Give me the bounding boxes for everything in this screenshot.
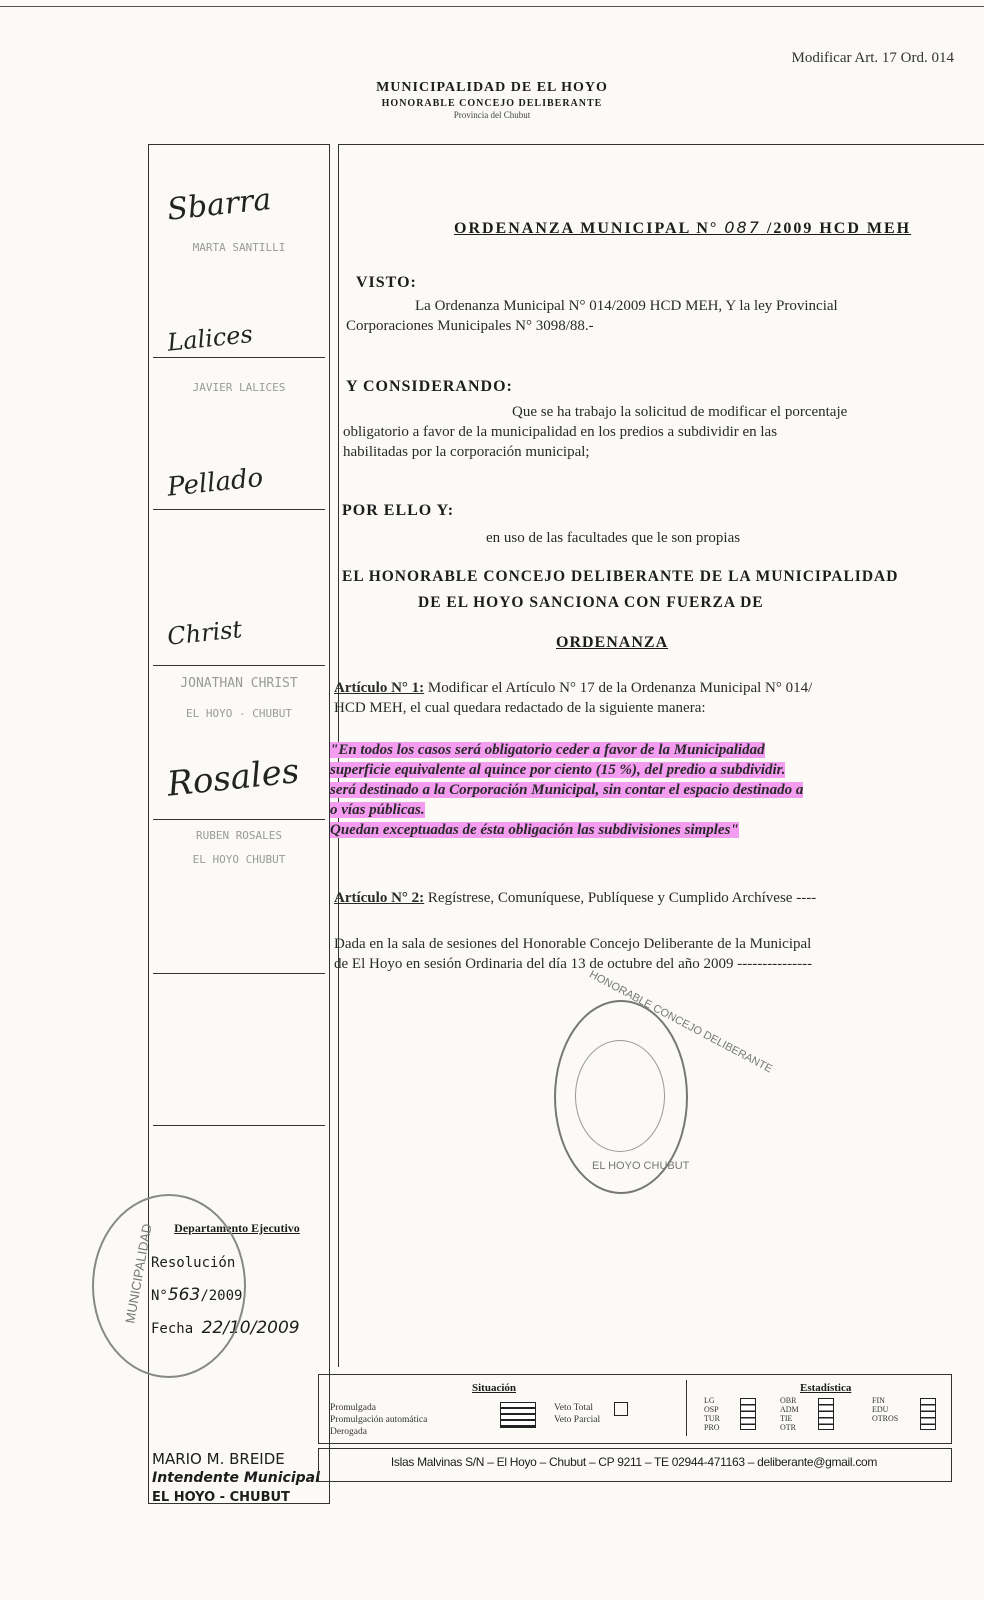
resolution-number: 563 xyxy=(167,1285,201,1305)
ordinance-number: 087 xyxy=(724,218,761,237)
veto-items xyxy=(554,1402,600,1426)
estadistica-stack-2 xyxy=(818,1398,834,1430)
signature-6-place: EL HOYO CHUBUT xyxy=(192,853,286,866)
quote-line-4: o vías públicas. xyxy=(330,802,425,818)
municipality-stamp: MUNICIPALIDAD xyxy=(92,1194,246,1378)
article-2-label: Artículo N° 2: xyxy=(334,890,425,906)
article-2-text: Regístrese, Comuníquese, Publíquese y Cumplido Archívese ---- xyxy=(424,890,817,906)
signature-1: Sbarra xyxy=(165,182,273,228)
quote-line-5: Quedan exceptuadas de ésta obligación las subdivisiones simples" xyxy=(330,822,739,838)
signature-4: Christ xyxy=(165,615,244,651)
sanciona-line-2: DE EL HOYO SANCIONA CON FUERZA DE xyxy=(418,594,764,611)
situacion-checkbox-stack xyxy=(500,1402,536,1428)
estadistica-col-3: FIN EDU OTROS xyxy=(872,1396,899,1423)
signature-2-name: JAVIER LALICES xyxy=(192,381,286,394)
considerando-line-3: habilitadas por la corporación municipal; xyxy=(343,444,590,460)
ordinance-title: ORDENANZA MUNICIPAL N° 087 /2009 HCD MEH xyxy=(454,218,912,237)
ordenanza-heading: ORDENANZA xyxy=(556,634,669,651)
dada-line-1: Dada en la sala de sesiones del Honorable Concejo Deliberante de la Municipal xyxy=(334,936,812,952)
date-value: 22/10/2009 xyxy=(201,1318,300,1338)
article-1-line-2: HCD MEH, el cual quedara redactado de la siguiente manera: xyxy=(334,700,706,716)
estadistica-stack-1 xyxy=(740,1398,756,1430)
situacion-item-promulgada: Promulgada xyxy=(330,1403,376,1413)
article-2 xyxy=(334,888,816,908)
signature-3: Pellado xyxy=(165,462,265,503)
article-1-line-1: Modificar el Artículo N° 17 de la Ordenanza Municipal N° 014/ xyxy=(424,680,813,696)
signature-6: Rosales xyxy=(165,751,302,805)
department-title: Departamento Ejecutivo xyxy=(174,1221,300,1235)
signature-5-place: EL HOYO - CHUBUT xyxy=(186,707,292,720)
situacion-box xyxy=(322,1380,687,1436)
top-edge-line xyxy=(0,6,984,7)
signature-1-name: MARTA SANTILLI xyxy=(192,241,286,254)
council-name: HONORABLE CONCEJO DELIBERANTE xyxy=(381,98,603,109)
resolution-prefix: Resolución N° xyxy=(151,1255,236,1304)
seal-text-bottom: EL HOYO CHUBUT xyxy=(592,1160,690,1172)
mayor-signature-block xyxy=(152,1450,320,1507)
council-seal-inner xyxy=(575,1040,665,1152)
highlighted-quote xyxy=(330,740,803,840)
por-ello-heading: POR ELLO Y: xyxy=(342,502,455,519)
situacion-item-derogada: Derogada xyxy=(330,1427,367,1437)
considerando-line-1: Que se ha trabajo la solicitud de modificar el porcentaje xyxy=(512,404,848,420)
considerando-heading: Y CONSIDERANDO: xyxy=(346,378,513,395)
estadistica-title: Estadística xyxy=(800,1382,852,1394)
article-1 xyxy=(334,678,812,698)
sanciona-line-1: EL HONORABLE CONCEJO DELIBERANTE DE LA MUNICIPALIDAD xyxy=(342,568,899,585)
signature-6-name: RUBEN ROSALES xyxy=(195,829,283,842)
municipality-name: MUNICIPALIDAD DE EL HOYO xyxy=(376,80,608,95)
por-ello-text: en uso de las facultades que le son propias xyxy=(486,530,741,546)
estadistica-col-2: OBR ADM TIE OTR xyxy=(780,1396,799,1432)
situacion-item-automatica: Promulgación automática xyxy=(330,1415,428,1425)
quote-line-2: superficie equivalente al quince por ciento (15 %), del predio a subdividir. xyxy=(330,762,786,778)
footer-address: Islas Malvinas S/N – El Hoyo – Chubut – CP 9211 – TE 02944-471163 – deliberante@gmail.com xyxy=(390,1455,878,1469)
dada-line-2: de El Hoyo en sesión Ordinaria del día 13 de octubre del año 2009 --------------- xyxy=(334,956,813,972)
estadistica-stack-3 xyxy=(920,1398,936,1430)
veto-total-label: Veto Total xyxy=(554,1403,594,1413)
considerando-line-2: obligatorio a favor de la municipalidad en los predios a subdividir en las xyxy=(343,424,778,440)
veto-checkbox xyxy=(614,1402,628,1416)
province-name: Provincia del Chubut xyxy=(453,110,531,120)
visto-line-2: Corporaciones Municipales N° 3098/88.- xyxy=(346,318,594,334)
estadistica-col-1: LG OSP TUR PRO xyxy=(704,1396,720,1432)
resolution-year: /2009 xyxy=(200,1288,243,1304)
signature-2: Lalices xyxy=(165,319,254,357)
visto-line-1: La Ordenanza Municipal N° 014/2009 HCD MEH, Y la ley Provincial xyxy=(415,298,838,314)
document-tag: Modificar Art. 17 Ord. 014 xyxy=(791,50,954,66)
situacion-items xyxy=(330,1402,427,1438)
date-prefix: Fecha xyxy=(151,1321,194,1337)
mayor-name: MARIO M. BREIDE xyxy=(152,1450,285,1468)
seal-text-top: HONORABLE CONCEJO DELIBERANTE xyxy=(587,968,775,1076)
mayor-title: Intendente Municipal xyxy=(152,1470,320,1486)
quote-line-1: "En todos los casos será obligatorio ceder a favor de la Municipalidad xyxy=(330,742,765,758)
article-1-label: Artículo N° 1: xyxy=(334,680,425,696)
situacion-title: Situación xyxy=(472,1382,517,1394)
signature-5-name: JONATHAN CHRIST xyxy=(180,677,298,690)
mayor-place: EL HOYO - CHUBUT xyxy=(152,1490,290,1505)
quote-line-3: será destinado a la Corporación Municipal, sin contar el espacio destinado a xyxy=(330,782,804,798)
veto-parcial-label: Veto Parcial xyxy=(554,1415,601,1425)
visto-heading: VISTO: xyxy=(356,274,417,291)
